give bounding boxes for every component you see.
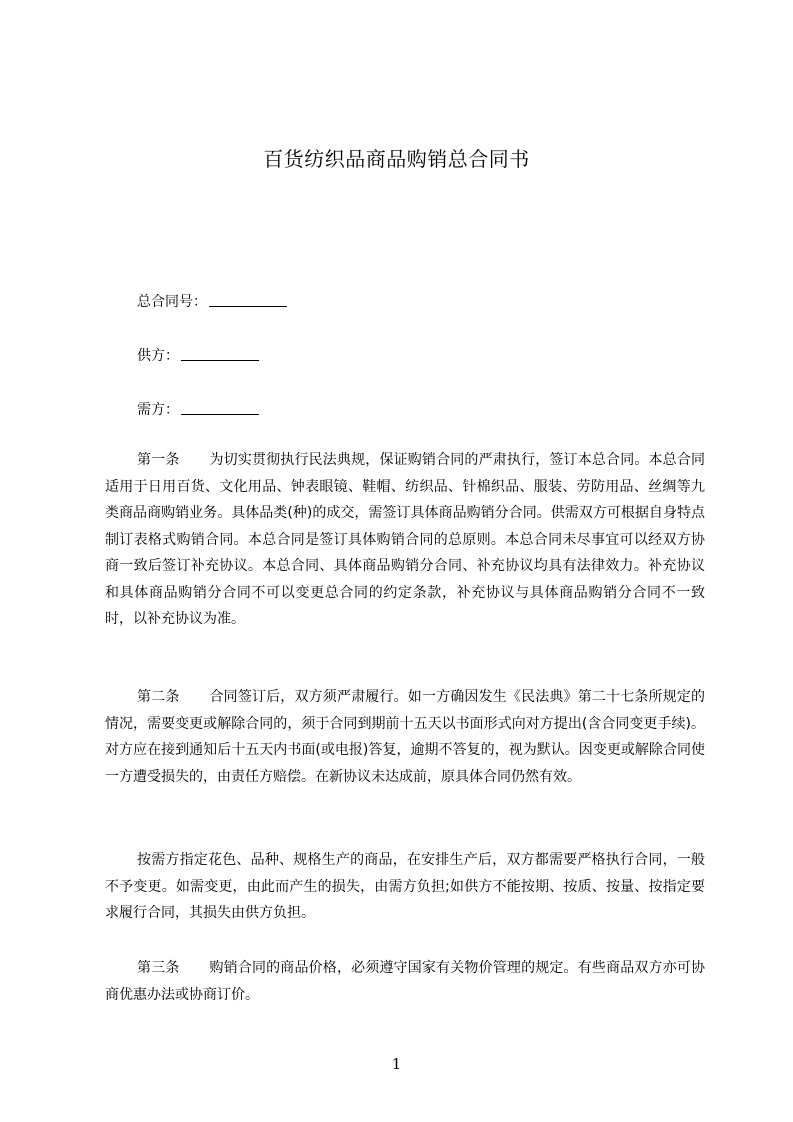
buyer-field xyxy=(137,399,259,419)
contract-number-label: 总合同号： xyxy=(137,294,207,310)
buyer-label: 需方： xyxy=(137,402,179,418)
supplier-label: 供方： xyxy=(137,348,179,364)
article-1-heading: 第一条 xyxy=(137,452,180,468)
document-title: 百货纺织品商品购销总合同书 xyxy=(263,147,530,171)
article-2-supplement xyxy=(105,847,705,927)
supplier-blank[interactable] xyxy=(181,346,259,361)
page-number: 1 xyxy=(391,1055,402,1073)
article-3 xyxy=(105,955,705,1008)
supplier-field xyxy=(137,345,259,365)
article-2-heading: 第二条 xyxy=(137,689,180,705)
buyer-blank[interactable] xyxy=(181,400,259,415)
article-2 xyxy=(105,684,705,790)
article-3-heading: 第三条 xyxy=(137,960,180,976)
article-1-text: 为切实贯彻执行民法典规，保证购销合同的严肃执行，签订本总合同。本总合同适用于日用百货、文化用品、钟表眼镜、鞋帽、纺织品、针棉织品、服装、劳防用品、丝绸等九类商品商购销业务。具体品类(种)的成交，需签订具体商品购销分合同。供需双方可根据自身特点制订表格式购销合同。本总合同是签订具体购销合同的总原则。本总合同未尽事宜可以经双方协商一致后签订补充协议。本总合同、具体商品购销分合同、补充协议均具有法律效力。补充协议和具体商品购销分合同不可以变更总合同的约定条款，补充协议与具体商品购销分合同不一致时，以补充协议为准。 xyxy=(105,452,706,627)
article-3-text: 购销合同的商品价格，必须遵守国家有关物价管理的规定。有些商品双方亦可协商优惠办法或协商订价。 xyxy=(105,960,706,1003)
contract-number-blank[interactable] xyxy=(209,292,287,307)
contract-number-field xyxy=(137,291,287,311)
article-1 xyxy=(105,447,705,633)
article-2-text: 合同签订后，双方须严肃履行。如一方确因发生《民法典》第二十七条所规定的情况，需要变更或解除合同的，须于合同到期前十五天以书面形式向对方提出(含合同变更手续)。对方应在接到通知后十五天内书面(或电报)答复，逾期不答复的，视为默认。因变更或解除合同使一方遭受损失的，由责任方赔偿。在新协议未达成前，原具体合同仍然有效。 xyxy=(105,689,706,785)
article-2-supplement-text: 按需方指定花色、品种、规格生产的商品，在安排生产后，双方都需要严格执行合同，一般不予变更。如需变更，由此而产生的损失，由需方负担;如供方不能按期、按质、按量、按指定要求履行合同，其损失由供方负担。 xyxy=(105,852,705,921)
